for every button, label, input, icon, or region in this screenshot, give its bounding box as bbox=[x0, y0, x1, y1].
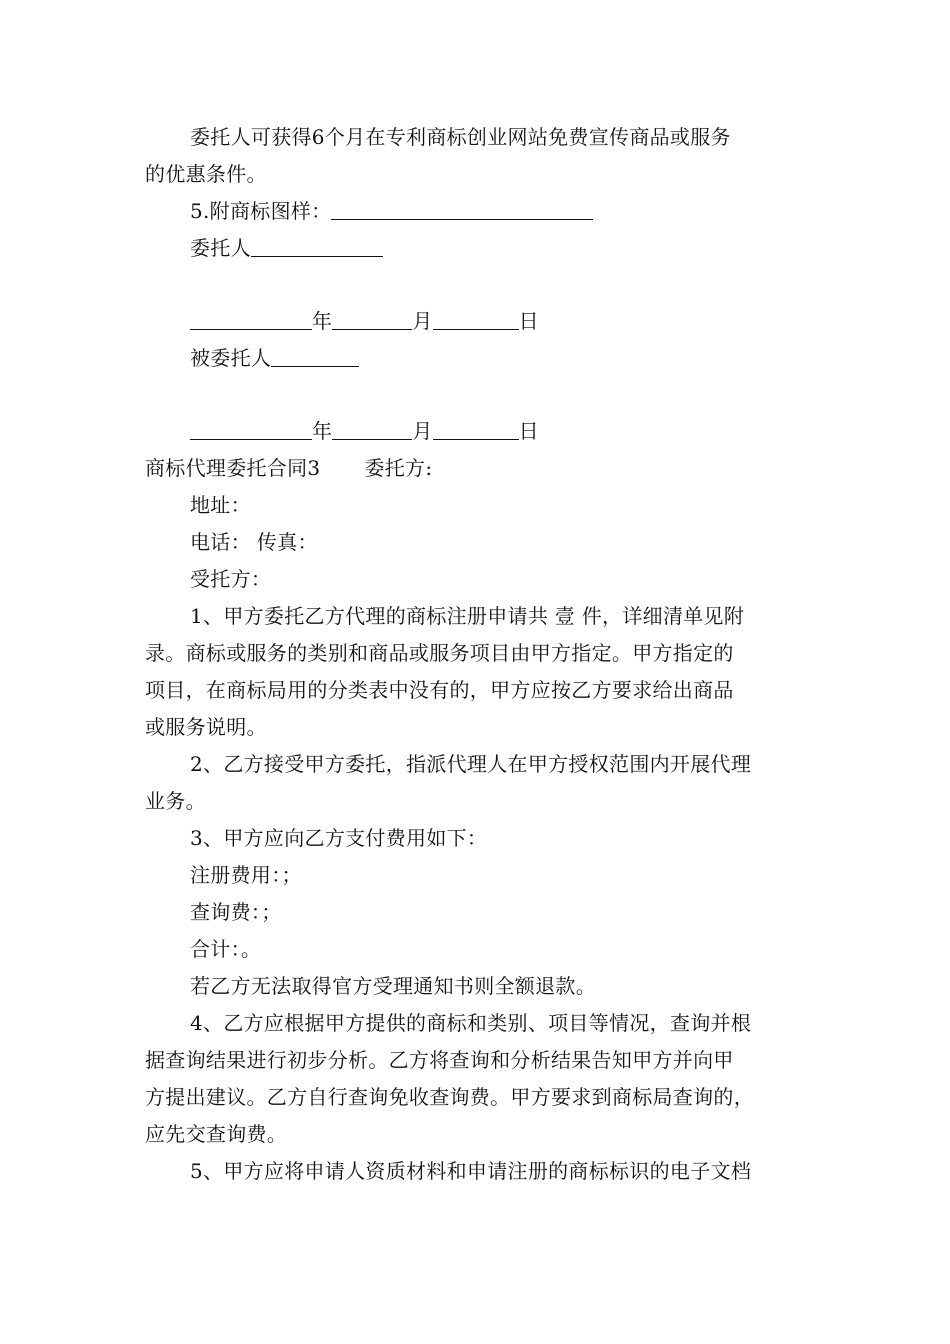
principal-signature-line: 委托人 bbox=[190, 235, 855, 261]
clause-2-line: 2、乙方接受甲方委托，指派代理人在甲方授权范围内开展代理 bbox=[190, 752, 752, 776]
clause-4-line: 应先交查询费。 bbox=[145, 1122, 288, 1146]
day-blank bbox=[433, 419, 519, 440]
trademark-sample-line: 5.附商标图样： bbox=[190, 198, 855, 224]
clause-1-line: 录。商标或服务的类别和商品或服务项目由甲方指定。甲方指定的 bbox=[145, 641, 734, 665]
paragraph-line: 委托人可获得6个月在专利商标创业网站免费宣传商品或服务 bbox=[190, 125, 731, 149]
contract-title-line bbox=[145, 455, 810, 481]
clause-4-line: 4、乙方应根据甲方提供的商标和类别、项目等情况，查询并根 bbox=[190, 1011, 752, 1035]
month-blank bbox=[332, 419, 412, 440]
clause-1-line: 或服务说明。 bbox=[145, 715, 267, 739]
registration-fee-line: 注册费用：； bbox=[190, 863, 302, 887]
agent-signature-blank bbox=[271, 346, 359, 367]
principal-party-label: 委托方: bbox=[364, 456, 433, 480]
principal-date-line: 年 月 日 bbox=[190, 308, 855, 334]
agent-party-line: 受托方： bbox=[190, 567, 272, 591]
year-blank bbox=[190, 419, 312, 440]
clause-2-line: 业务。 bbox=[145, 789, 206, 813]
day-blank bbox=[433, 309, 519, 330]
clause-4-line: 据查询结果进行初步分析。乙方将查询和分析结果告知甲方并向甲 bbox=[145, 1048, 734, 1072]
principal-signature-blank bbox=[251, 236, 383, 257]
phone-fax-line: 电话： 传真： bbox=[190, 530, 318, 554]
agent-signature-line: 被委托人 bbox=[190, 345, 855, 371]
total-fee-line: 合计：。 bbox=[190, 937, 262, 961]
paragraph-line: 的优惠条件。 bbox=[145, 162, 267, 186]
agent-date-line: 年 月 日 bbox=[190, 418, 855, 444]
address-line: 地址： bbox=[190, 493, 251, 517]
year-blank bbox=[190, 309, 312, 330]
search-fee-line: 查询费：； bbox=[190, 900, 282, 924]
clause-5-line: 5、甲方应将申请人资质材料和申请注册的商标标识的电子文档 bbox=[190, 1159, 752, 1183]
contract-title: 商标代理委托合同3 bbox=[145, 456, 321, 480]
trademark-sample-blank bbox=[331, 199, 593, 220]
refund-line: 若乙方无法取得官方受理通知书则全额退款。 bbox=[190, 974, 596, 998]
clause-1-line: 1、甲方委托乙方代理的商标注册申请共 壹 件，详细清单见附 bbox=[190, 604, 745, 628]
month-blank bbox=[332, 309, 412, 330]
clause-4-line: 方提出建议。乙方自行查询免收查询费。甲方要求到商标局查询的， bbox=[145, 1085, 754, 1109]
clause-1-line: 项目，在商标局用的分类表中没有的，甲方应按乙方要求给出商品 bbox=[145, 678, 734, 702]
clause-3-line: 3、甲方应向乙方支付费用如下： bbox=[190, 826, 488, 850]
